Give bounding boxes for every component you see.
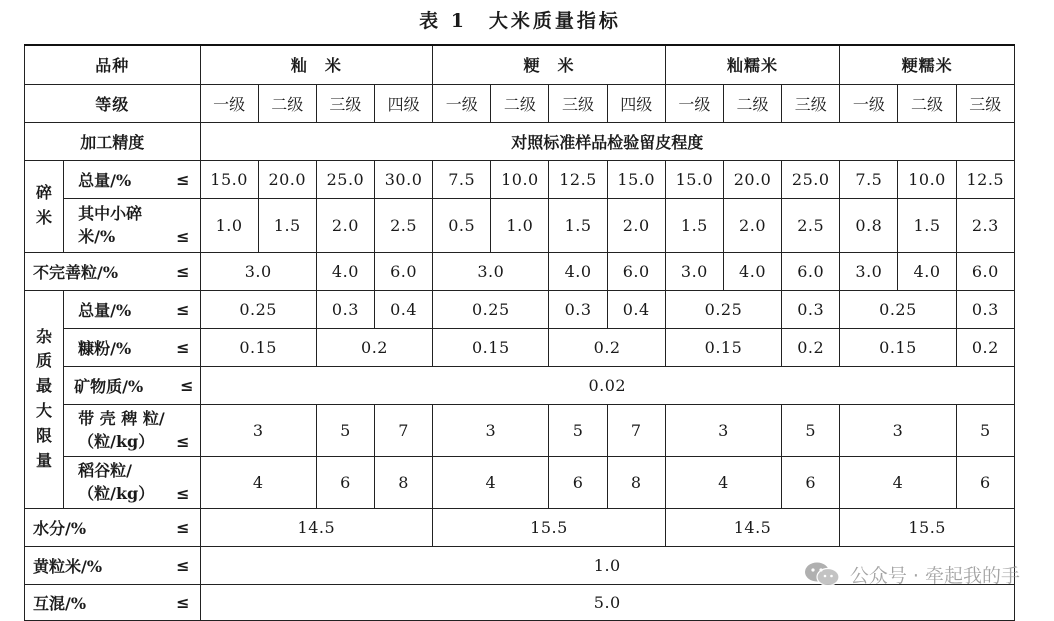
- wechat-icon: [802, 560, 842, 588]
- value-cell: 4: [200, 456, 316, 508]
- value-cell: 4: [840, 456, 956, 508]
- impurity-char: 最: [36, 376, 53, 396]
- table-title: 表 1 大米质量指标: [419, 10, 621, 32]
- grade-cell: 二级: [898, 84, 956, 122]
- grade-cell: 二级: [258, 84, 316, 122]
- mineral-row: [25, 366, 1015, 404]
- value-cell: 1.0: [491, 198, 549, 252]
- bran-label: 糠粉/%: [78, 338, 132, 358]
- value-cell: 0.25: [200, 290, 316, 328]
- value-cell: 14.5: [200, 508, 433, 546]
- value-cell: 0.15: [433, 328, 549, 366]
- value-cell: 2.0: [607, 198, 665, 252]
- value-cell: 0.2: [782, 328, 840, 366]
- le-sign: ≤: [176, 169, 190, 189]
- value-cell: 0.5: [433, 198, 491, 252]
- impurity-char: 量: [36, 450, 53, 470]
- paddy-row: [25, 456, 1015, 508]
- impurity-total-row: [25, 290, 1015, 328]
- le-sign: ≤: [176, 555, 190, 575]
- value-cell: 5: [549, 404, 607, 456]
- value-cell: 3.0: [665, 252, 723, 290]
- mineral-label-cell: [64, 366, 200, 404]
- value-cell: 0.8: [840, 198, 898, 252]
- value-cell: 0.2: [316, 328, 432, 366]
- value-cell: 0.15: [665, 328, 781, 366]
- value-cell: 0.4: [607, 290, 665, 328]
- value-cell: 3.0: [840, 252, 898, 290]
- value-cell: 6.0: [607, 252, 665, 290]
- grade-cell: 三级: [782, 84, 840, 122]
- value-cell: 1.5: [898, 198, 956, 252]
- processing-value: 对照标准样品检验留皮程度: [200, 122, 1014, 160]
- grade-cell: 三级: [316, 84, 374, 122]
- broken-small-label-cell: [64, 198, 200, 252]
- value-cell: 6: [782, 456, 840, 508]
- value-cell: 3: [433, 404, 549, 456]
- value-cell: 0.3: [782, 290, 840, 328]
- broken-group-label: [25, 160, 64, 252]
- grade-cell: 三级: [956, 84, 1014, 122]
- yellow-label-cell: [25, 546, 201, 584]
- impurity-char: 大: [36, 401, 53, 420]
- value-cell: 12.5: [956, 160, 1014, 198]
- value-cell: 25.0: [316, 160, 374, 198]
- value-cell: 6.0: [782, 252, 840, 290]
- value-cell: 4.0: [898, 252, 956, 290]
- le-sign: ≤: [180, 375, 194, 395]
- bran-label-cell: [64, 328, 200, 366]
- le-sign: ≤: [176, 592, 190, 612]
- value-cell: 5: [782, 404, 840, 456]
- value-cell: 2.0: [723, 198, 781, 252]
- value-cell: 6: [316, 456, 374, 508]
- value-cell: 5: [956, 404, 1014, 456]
- yellow-value: 1.0: [200, 546, 1014, 584]
- value-cell: 20.0: [258, 160, 316, 198]
- value-cell: 4: [433, 456, 549, 508]
- broken-small-label-line1: 其中小碎: [78, 203, 143, 223]
- value-cell: 6: [549, 456, 607, 508]
- value-cell: 10.0: [898, 160, 956, 198]
- value-cell: 8: [607, 456, 665, 508]
- value-cell: 12.5: [549, 160, 607, 198]
- mixed-row: [25, 584, 1015, 620]
- value-cell: 4.0: [316, 252, 374, 290]
- value-cell: 7.5: [433, 160, 491, 198]
- broken-small-label-line2: 米/%: [78, 227, 116, 246]
- broken-total-row: [25, 160, 1015, 198]
- grade-header-label: 等级: [25, 84, 201, 122]
- mineral-value: 0.02: [200, 366, 1014, 404]
- value-cell: 15.5: [433, 508, 666, 546]
- variety-indica-glutinous: 籼糯米: [665, 45, 840, 84]
- grade-cell: 一级: [200, 84, 258, 122]
- le-sign: ≤: [176, 517, 190, 537]
- imperfect-label: 不完善粒/%: [33, 262, 119, 282]
- value-cell: 20.0: [723, 160, 781, 198]
- value-cell: 3: [840, 404, 956, 456]
- broken-total-label-cell: [64, 160, 200, 198]
- value-cell: 2.0: [316, 198, 374, 252]
- value-cell: 3.0: [200, 252, 316, 290]
- moisture-label: 水分/%: [33, 518, 87, 538]
- value-cell: 6: [956, 456, 1014, 508]
- husked-label-line1: 带 壳 稗 粒/: [78, 408, 165, 428]
- husked-label-line2: （粒/kg）: [78, 432, 155, 451]
- watermark: [802, 560, 1020, 588]
- paddy-label-line2: （粒/kg）: [78, 484, 155, 503]
- yellow-label: 黄粒米/%: [33, 556, 103, 576]
- moisture-label-cell: [25, 508, 201, 546]
- processing-label: 加工精度: [25, 122, 201, 160]
- grade-cell: 二级: [491, 84, 549, 122]
- value-cell: 0.3: [316, 290, 374, 328]
- impurity-char: 限: [36, 425, 53, 445]
- value-cell: 25.0: [782, 160, 840, 198]
- impurity-total-label: 总量/%: [78, 300, 132, 320]
- value-cell: 0.3: [549, 290, 607, 328]
- value-cell: 4: [665, 456, 781, 508]
- value-cell: 6.0: [374, 252, 432, 290]
- value-cell: 15.5: [840, 508, 1015, 546]
- value-cell: 15.0: [665, 160, 723, 198]
- grade-cell: 一级: [840, 84, 898, 122]
- broken-group-text: 碎米: [36, 183, 53, 227]
- le-sign: ≤: [176, 484, 190, 503]
- value-cell: 0.3: [956, 290, 1014, 328]
- value-cell: 2.5: [782, 198, 840, 252]
- processing-row: [25, 122, 1015, 160]
- value-cell: 0.4: [374, 290, 432, 328]
- le-sign: ≤: [176, 432, 190, 451]
- value-cell: 15.0: [607, 160, 665, 198]
- husked-row: [25, 404, 1015, 456]
- value-cell: 2.3: [956, 198, 1014, 252]
- broken-small-row: [25, 198, 1015, 252]
- imperfect-label-cell: [25, 252, 201, 290]
- le-sign: ≤: [176, 261, 190, 281]
- mixed-value: 5.0: [200, 584, 1014, 620]
- value-cell: 8: [374, 456, 432, 508]
- value-cell: 0.15: [200, 328, 316, 366]
- le-sign: ≤: [176, 337, 190, 357]
- variety-row: [25, 45, 1015, 84]
- impurity-group-label: [25, 290, 64, 508]
- value-cell: 7: [607, 404, 665, 456]
- impurity-char: 杂: [36, 326, 53, 346]
- value-cell: 1.5: [549, 198, 607, 252]
- value-cell: 1.5: [258, 198, 316, 252]
- grade-cell: 四级: [607, 84, 665, 122]
- mixed-label: 互混/%: [33, 593, 87, 613]
- value-cell: 15.0: [200, 160, 258, 198]
- grade-row: [25, 84, 1015, 122]
- value-cell: 3.0: [433, 252, 549, 290]
- mineral-label: 矿物质/%: [74, 376, 144, 396]
- variety-indica: 籼 米: [200, 45, 433, 84]
- value-cell: 1.0: [200, 198, 258, 252]
- broken-total-label: 总量/%: [78, 170, 132, 190]
- bran-row: [25, 328, 1015, 366]
- value-cell: 7.5: [840, 160, 898, 198]
- value-cell: 2.5: [374, 198, 432, 252]
- impurity-total-label-cell: [64, 290, 200, 328]
- rice-quality-table: [24, 44, 1015, 621]
- value-cell: 3: [665, 404, 781, 456]
- value-cell: 0.25: [433, 290, 549, 328]
- value-cell: 3: [200, 404, 316, 456]
- value-cell: 14.5: [665, 508, 840, 546]
- value-cell: 5: [316, 404, 374, 456]
- variety-japonica: 粳 米: [433, 45, 666, 84]
- paddy-label-line1: 稻谷粒/: [78, 460, 132, 480]
- imperfect-row: [25, 252, 1015, 290]
- value-cell: 0.2: [956, 328, 1014, 366]
- paddy-label-cell: [64, 456, 200, 508]
- grade-cell: 二级: [723, 84, 781, 122]
- value-cell: 10.0: [491, 160, 549, 198]
- value-cell: 0.2: [549, 328, 665, 366]
- value-cell: 0.25: [840, 290, 956, 328]
- value-cell: 6.0: [956, 252, 1014, 290]
- value-cell: 1.5: [665, 198, 723, 252]
- grade-cell: 一级: [665, 84, 723, 122]
- value-cell: 0.15: [840, 328, 956, 366]
- value-cell: 30.0: [374, 160, 432, 198]
- le-sign: ≤: [176, 299, 190, 319]
- value-cell: 0.25: [665, 290, 781, 328]
- impurity-char: 质: [36, 351, 53, 371]
- le-sign: ≤: [176, 227, 190, 246]
- watermark-text: 公众号 · 牵起我的手: [849, 564, 1020, 587]
- mixed-label-cell: [25, 584, 201, 620]
- variety-japonica-glutinous: 粳糯米: [840, 45, 1015, 84]
- value-cell: 4.0: [549, 252, 607, 290]
- value-cell: 7: [374, 404, 432, 456]
- husked-label-cell: [64, 404, 200, 456]
- grade-cell: 三级: [549, 84, 607, 122]
- variety-header-label: 品种: [25, 45, 201, 84]
- value-cell: 4.0: [723, 252, 781, 290]
- moisture-row: [25, 508, 1015, 546]
- grade-cell: 四级: [374, 84, 432, 122]
- grade-cell: 一级: [433, 84, 491, 122]
